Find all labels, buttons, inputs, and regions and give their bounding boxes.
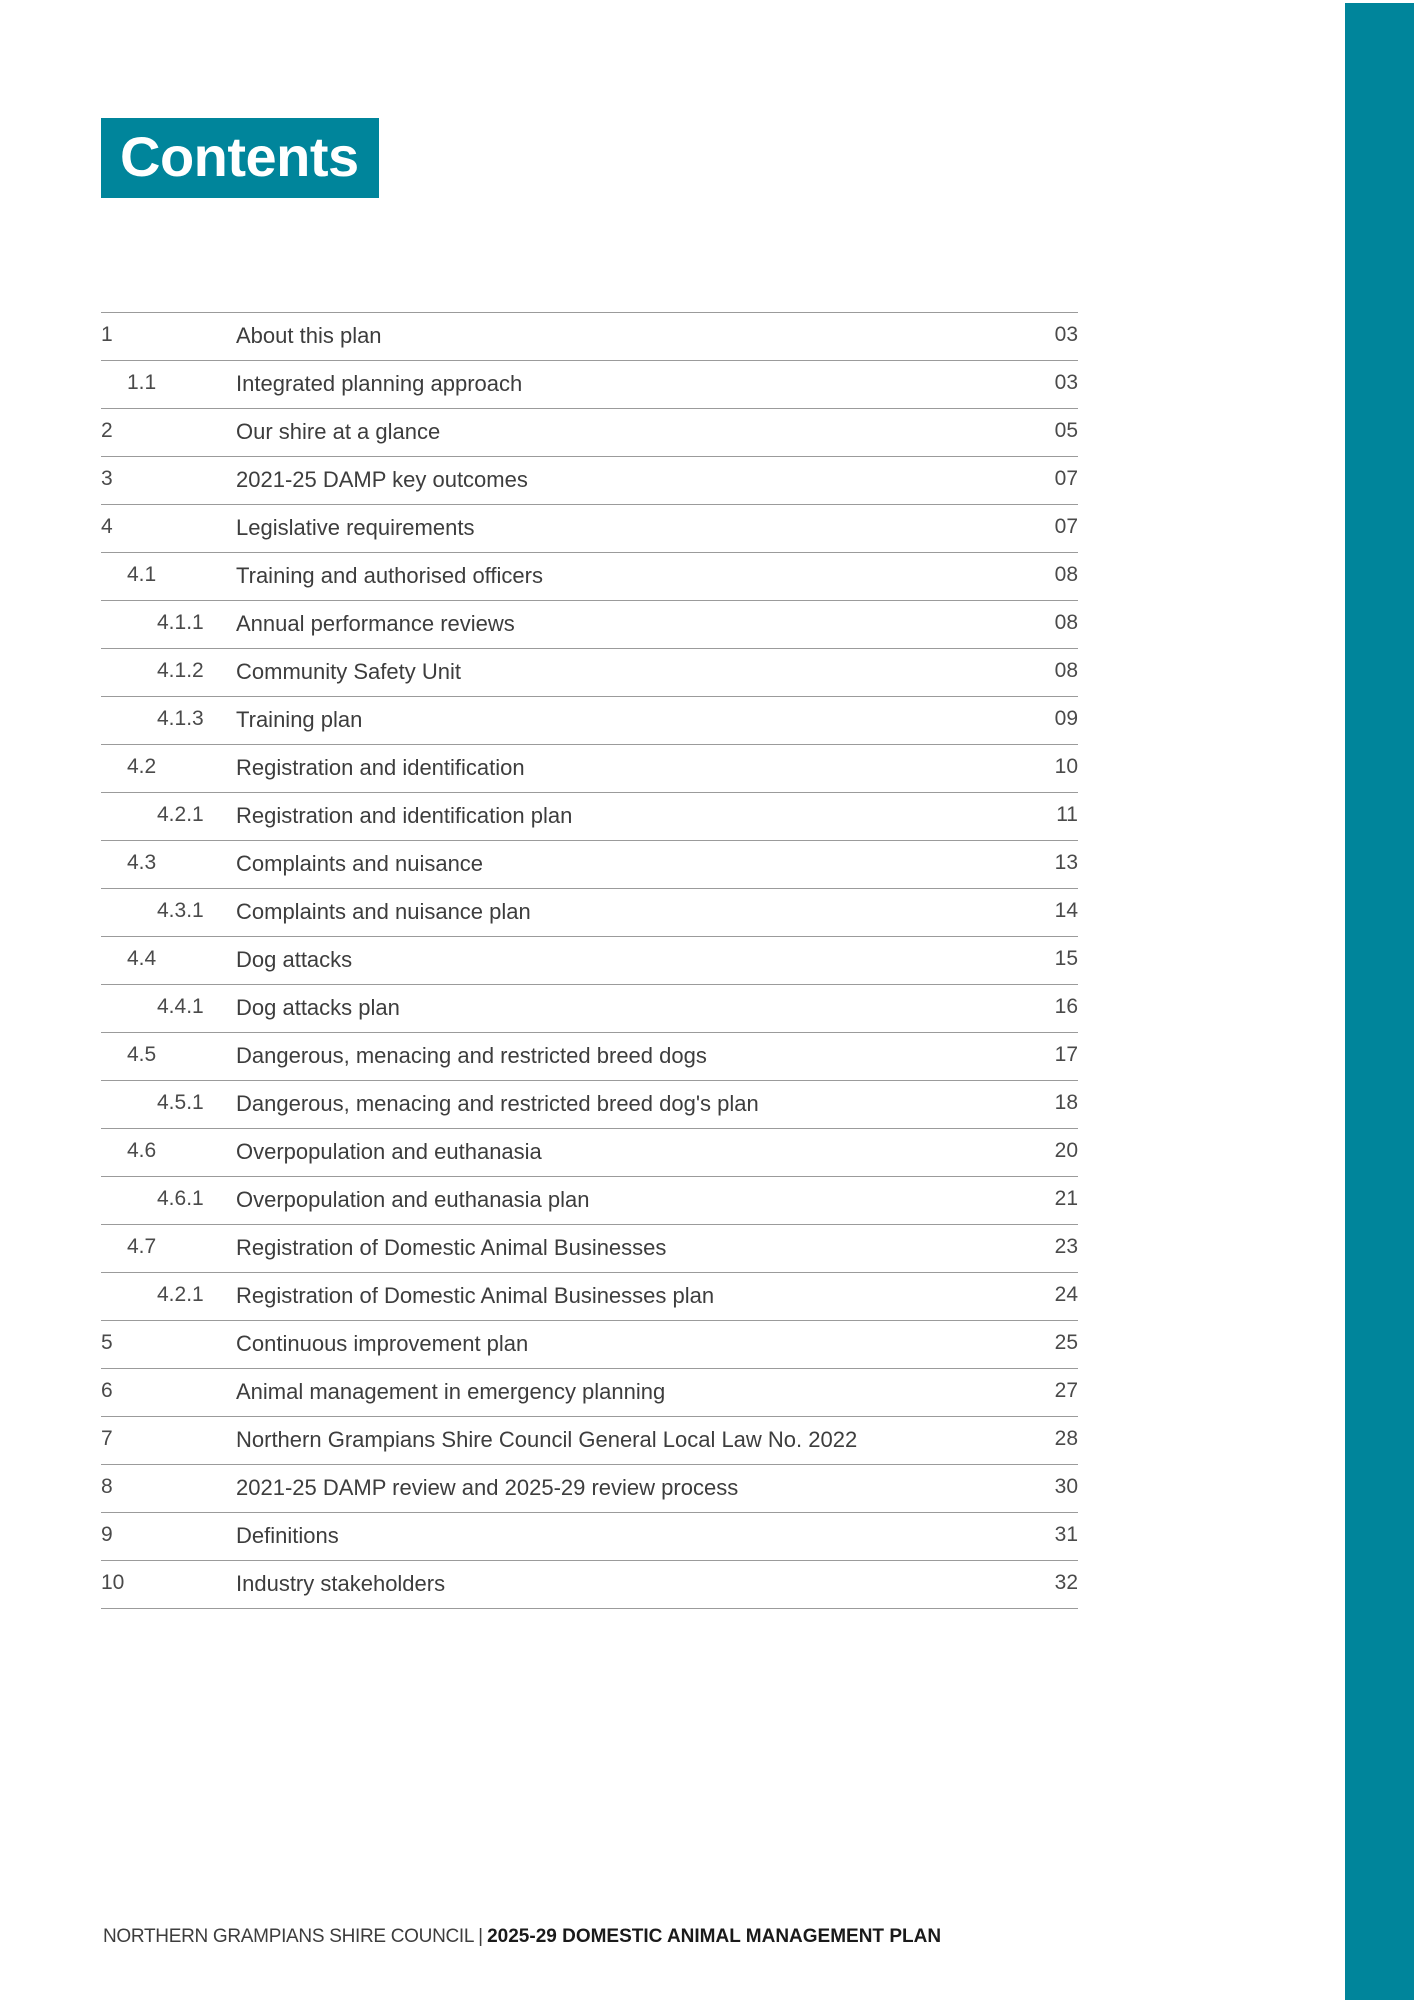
toc-section-title: Complaints and nuisance (236, 851, 484, 876)
toc-section-number: 4.2 (127, 755, 157, 778)
toc-page-number: 15 (1054, 947, 1078, 970)
toc-section-title: Our shire at a glance (236, 419, 441, 444)
toc-section-number: 4.3.1 (157, 899, 204, 922)
toc-page-number: 32 (1054, 1571, 1078, 1594)
toc-section-number: 5 (101, 1331, 113, 1354)
toc-section-number: 4.6 (127, 1139, 157, 1162)
toc-page-number: 09 (1054, 707, 1078, 730)
toc-row[interactable] (101, 601, 1078, 649)
toc-page-number: 03 (1054, 323, 1078, 346)
toc-page-number: 17 (1054, 1043, 1078, 1066)
side-accent-bar (1345, 3, 1414, 2000)
toc-row[interactable] (101, 1417, 1078, 1465)
page-footer (103, 1926, 941, 1948)
toc-section-title: Continuous improvement plan (236, 1331, 529, 1356)
toc-page-number: 08 (1054, 659, 1078, 682)
toc-section-title: Northern Grampians Shire Council General Local Law No. 2022 (236, 1427, 858, 1452)
toc-section-number: 2 (101, 419, 113, 442)
table-of-contents (101, 312, 1078, 1609)
toc-section-title: Dangerous, menacing and restricted breed dogs (236, 1043, 707, 1068)
toc-page-number: 31 (1054, 1523, 1078, 1546)
toc-section-title: Overpopulation and euthanasia plan (236, 1187, 590, 1212)
toc-section-title: Registration of Domestic Animal Businesses (236, 1235, 667, 1260)
toc-page-number: 25 (1054, 1331, 1078, 1354)
toc-section-title: Dangerous, menacing and restricted breed dog's plan (236, 1091, 759, 1116)
toc-row[interactable] (101, 937, 1078, 985)
toc-section-title: Training and authorised officers (236, 563, 543, 588)
toc-row[interactable] (101, 1177, 1078, 1225)
toc-section-title: Dog attacks (236, 947, 353, 972)
toc-page-number: 07 (1054, 515, 1078, 538)
toc-page-number: 30 (1054, 1475, 1078, 1498)
toc-section-number: 4.2.1 (157, 803, 204, 826)
toc-section-number: 4 (101, 515, 113, 538)
contents-heading: Contents (120, 125, 359, 188)
toc-section-number: 4.1.2 (157, 659, 204, 682)
toc-section-number: 4.5.1 (157, 1091, 204, 1114)
toc-section-title: Dog attacks plan (236, 995, 400, 1020)
toc-row[interactable] (101, 697, 1078, 745)
toc-row[interactable] (101, 649, 1078, 697)
toc-row[interactable] (101, 553, 1078, 601)
toc-section-title: Overpopulation and euthanasia (236, 1139, 542, 1164)
toc-page-number: 08 (1054, 611, 1078, 634)
toc-section-title: Definitions (236, 1523, 339, 1548)
toc-section-number: 8 (101, 1475, 113, 1498)
toc-section-number: 4.4.1 (157, 995, 204, 1018)
toc-page-number: 05 (1054, 419, 1078, 442)
toc-page-number: 23 (1054, 1235, 1078, 1258)
toc-page-number: 14 (1054, 899, 1078, 922)
toc-row[interactable] (101, 1225, 1078, 1273)
toc-section-number: 6 (101, 1379, 113, 1402)
toc-section-title: Community Safety Unit (236, 659, 461, 684)
footer-organisation: NORTHERN GRAMPIANS SHIRE COUNCIL (103, 1926, 475, 1947)
toc-section-title: Registration and identification plan (236, 803, 573, 828)
toc-section-title: About this plan (236, 323, 382, 348)
toc-row[interactable] (101, 889, 1078, 937)
toc-row[interactable] (101, 1273, 1078, 1321)
toc-section-title: Annual performance reviews (236, 611, 515, 636)
toc-section-number: 10 (101, 1571, 125, 1594)
toc-page-number: 27 (1054, 1379, 1078, 1402)
toc-row[interactable] (101, 793, 1078, 841)
toc-row[interactable] (101, 505, 1078, 553)
toc-section-number: 4.1 (127, 563, 157, 586)
toc-page-number: 10 (1054, 755, 1078, 778)
toc-page-number: 13 (1054, 851, 1078, 874)
toc-row[interactable] (101, 1561, 1078, 1609)
toc-page-number: 18 (1054, 1091, 1078, 1114)
toc-section-number: 1 (101, 323, 113, 346)
toc-row[interactable] (101, 1033, 1078, 1081)
toc-section-title: 2021-25 DAMP review and 2025-29 review process (236, 1475, 739, 1500)
toc-page-number: 20 (1054, 1139, 1078, 1162)
toc-section-number: 1.1 (127, 371, 157, 394)
toc-page-number: 08 (1054, 563, 1078, 586)
toc-page-number: 03 (1054, 371, 1078, 394)
toc-section-title: Training plan (236, 707, 363, 732)
toc-row[interactable] (101, 409, 1078, 457)
toc-row[interactable] (101, 1129, 1078, 1177)
toc-section-title: Animal management in emergency planning (236, 1379, 666, 1404)
toc-row[interactable] (101, 313, 1078, 361)
toc-section-title: 2021-25 DAMP key outcomes (236, 467, 528, 492)
footer-separator: | (478, 1926, 484, 1947)
toc-row[interactable] (101, 985, 1078, 1033)
toc-row[interactable] (101, 457, 1078, 505)
toc-section-number: 3 (101, 467, 113, 490)
toc-section-number: 4.7 (127, 1235, 157, 1258)
footer-plan-title: 2025-29 DOMESTIC ANIMAL MANAGEMENT PLAN (487, 1926, 942, 1947)
toc-page-number: 07 (1054, 467, 1078, 490)
toc-row[interactable] (101, 745, 1078, 793)
toc-section-number: 4.1.3 (157, 707, 204, 730)
toc-row[interactable] (101, 1369, 1078, 1417)
toc-page-number: 24 (1054, 1283, 1078, 1306)
toc-row[interactable] (101, 1465, 1078, 1513)
toc-section-number: 4.3 (127, 851, 157, 874)
toc-page-number: 28 (1054, 1427, 1078, 1450)
toc-section-number: 4.4 (127, 947, 157, 970)
toc-section-number: 7 (101, 1427, 113, 1450)
contents-heading-box (101, 118, 379, 198)
toc-section-title: Registration of Domestic Animal Businesses plan (236, 1283, 715, 1308)
toc-row[interactable] (101, 1321, 1078, 1369)
toc-section-number: 4.1.1 (157, 611, 204, 634)
toc-page-number: 21 (1054, 1187, 1078, 1210)
toc-section-title: Complaints and nuisance plan (236, 899, 531, 924)
toc-section-title: Integrated planning approach (236, 371, 523, 396)
toc-section-number: 4.5 (127, 1043, 157, 1066)
toc-row[interactable] (101, 841, 1078, 889)
toc-section-title: Industry stakeholders (236, 1571, 446, 1596)
toc-page-number: 11 (1056, 803, 1078, 826)
toc-section-number: 4.2.1 (157, 1283, 204, 1306)
toc-row[interactable] (101, 361, 1078, 409)
toc-section-number: 9 (101, 1523, 113, 1546)
toc-row[interactable] (101, 1513, 1078, 1561)
toc-row[interactable] (101, 1081, 1078, 1129)
toc-section-number: 4.6.1 (157, 1187, 204, 1210)
toc-section-title: Registration and identification (236, 755, 525, 780)
toc-page-number: 16 (1054, 995, 1078, 1018)
toc-section-title: Legislative requirements (236, 515, 475, 540)
